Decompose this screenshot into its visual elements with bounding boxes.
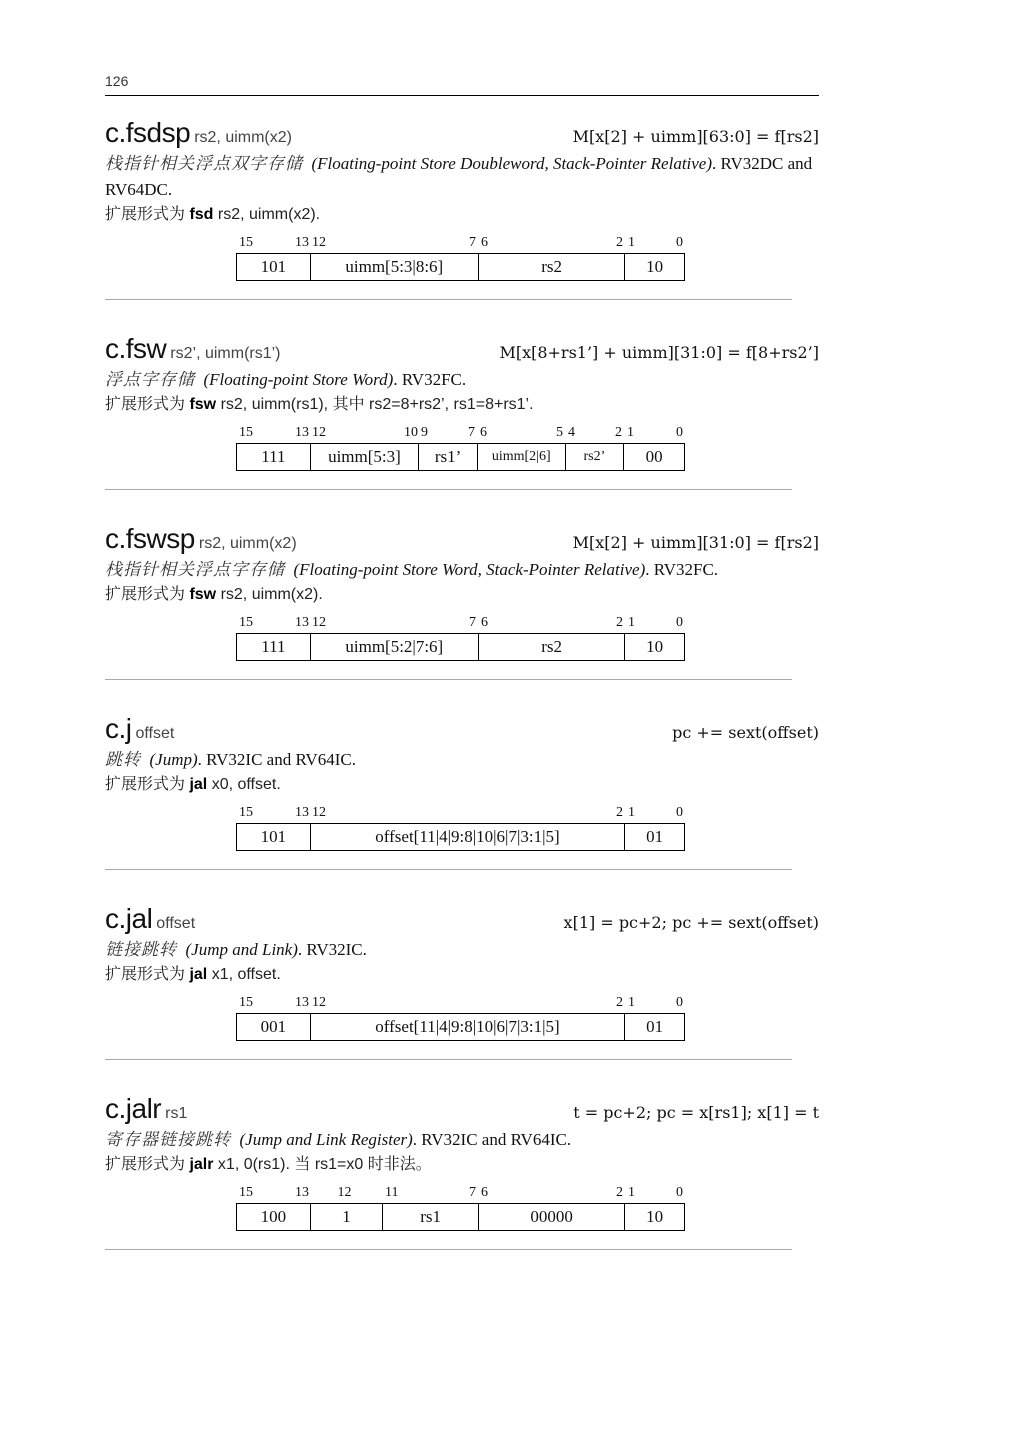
instruction-operands: rs2, uimm(x2) xyxy=(198,535,297,552)
encoding-field: offset[11|4|9:8|10|6|7|3:1|5] xyxy=(310,824,625,850)
description-extensions: . RV32IC and RV64IC. xyxy=(197,750,356,769)
bit-index: 0 xyxy=(676,425,683,440)
expansion-line xyxy=(105,203,819,227)
bit-index: 0 xyxy=(676,995,683,1010)
bit-positions xyxy=(236,235,819,253)
instruction-description xyxy=(105,557,819,583)
expansion-prefix: 扩展形式为 xyxy=(105,776,190,793)
expansion-line xyxy=(105,1153,819,1177)
bit-index: 5 xyxy=(556,425,563,440)
instruction-semantics: pc += sext(offset) xyxy=(672,723,819,742)
bit-index: 15 xyxy=(239,805,253,820)
page-number: 126 xyxy=(105,73,129,89)
instruction-operands: offset xyxy=(156,915,196,932)
instruction-semantics: M[x[8+rs1’] + uimm][31:0] = f[8+rs2’] xyxy=(499,343,819,362)
expansion-line xyxy=(105,963,819,987)
bit-positions xyxy=(236,1185,819,1203)
instruction-semantics: t = pc+2; pc = x[rs1]; x[1] = t xyxy=(573,1103,819,1122)
instruction-mnemonic: c.fswsp xyxy=(105,523,195,554)
description-chinese: 链接跳转 xyxy=(105,940,177,959)
expansion-operands: x0, offset. xyxy=(207,776,281,793)
description-chinese: 栈指针相关浮点字存储 xyxy=(105,560,285,579)
bit-index: 2 xyxy=(616,805,623,820)
instruction-operands: offset xyxy=(135,725,175,742)
expansion-opcode: fsw xyxy=(189,396,217,413)
expansion-operands: rs2, uimm(rs1), 其中 rs2=8+rs2’, rs1=8+rs1’. xyxy=(216,396,534,413)
bit-index: 1 xyxy=(628,1185,635,1200)
encoding-field: uimm[5:3] xyxy=(310,444,419,470)
expansion-line xyxy=(105,393,819,417)
expansion-operands: x1, 0(rs1). 当 rs1=x0 时非法。 xyxy=(213,1156,432,1173)
bit-index: 15 xyxy=(239,1185,253,1200)
encoding-field: 10 xyxy=(624,1204,684,1230)
bit-index: 2 xyxy=(616,235,623,250)
instruction-entry xyxy=(105,903,819,1060)
instruction-mnemonic: c.fsdsp xyxy=(105,117,191,148)
encoding-fields xyxy=(236,1013,685,1041)
bit-index: 7 xyxy=(469,235,476,250)
description-english: (Jump and Link Register) xyxy=(239,1130,413,1149)
encoding-field: 01 xyxy=(624,824,684,850)
bit-index: 13 xyxy=(295,425,309,440)
expansion-operands: x1, offset. xyxy=(207,966,281,983)
bit-index: 0 xyxy=(676,805,683,820)
instruction-header xyxy=(105,333,819,367)
description-english: (Jump and Link) xyxy=(185,940,298,959)
bit-index: 13 xyxy=(295,615,309,630)
bit-index: 4 xyxy=(568,425,575,440)
encoding-field: rs2 xyxy=(478,634,624,660)
instruction-list xyxy=(105,117,819,1283)
description-english: (Floating-point Store Doubleword, Stack-Pointer Relative) xyxy=(311,154,713,173)
section-divider xyxy=(105,489,792,490)
instruction-description xyxy=(105,151,819,203)
instruction-entry xyxy=(105,117,819,300)
bit-index: 2 xyxy=(615,425,622,440)
instruction-header xyxy=(105,523,819,557)
encoding-field: 100 xyxy=(260,1207,287,1226)
bit-index: 13 xyxy=(295,1185,309,1200)
instruction-entry xyxy=(105,523,819,680)
instruction-description xyxy=(105,937,819,963)
bit-index: 12 xyxy=(312,805,326,820)
instruction-description xyxy=(105,367,819,393)
bit-index: 1 xyxy=(627,425,634,440)
instruction-semantics: x[1] = pc+2; pc += sext(offset) xyxy=(563,913,819,932)
bit-index: 13 xyxy=(295,805,309,820)
bit-index: 6 xyxy=(481,1185,488,1200)
bit-index: 15 xyxy=(239,425,253,440)
bit-index: 15 xyxy=(239,235,253,250)
bit-index: 7 xyxy=(469,1185,476,1200)
encoding-fields xyxy=(236,253,685,281)
encoding-diagram xyxy=(236,1185,819,1231)
instruction-description xyxy=(105,747,819,773)
encoding-diagram xyxy=(236,235,819,281)
bit-index: 2 xyxy=(616,1185,623,1200)
bit-index: 1 xyxy=(628,235,635,250)
bit-index: 1 xyxy=(628,805,635,820)
bit-index: 7 xyxy=(469,615,476,630)
bit-index: 12 xyxy=(312,425,326,440)
instruction-mnemonic: c.jalr xyxy=(105,1093,162,1124)
bit-positions xyxy=(236,805,819,823)
expansion-line xyxy=(105,583,819,607)
encoding-field: 111 xyxy=(261,637,286,656)
section-divider xyxy=(105,1249,792,1250)
bit-index: 6 xyxy=(481,235,488,250)
expansion-prefix: 扩展形式为 xyxy=(105,396,190,413)
encoding-diagram xyxy=(236,425,819,471)
description-chinese: 寄存器链接跳转 xyxy=(105,1130,231,1149)
section-divider xyxy=(105,679,792,680)
bit-index: 13 xyxy=(295,995,309,1010)
expansion-opcode: fsd xyxy=(189,206,214,223)
bit-positions xyxy=(236,425,819,443)
instruction-entry xyxy=(105,713,819,870)
encoding-field: 10 xyxy=(624,634,684,660)
expansion-line xyxy=(105,773,819,797)
encoding-field: rs2 xyxy=(478,254,624,280)
instruction-header xyxy=(105,713,819,747)
description-extensions: . RV32FC. xyxy=(393,370,467,389)
bit-positions xyxy=(236,615,819,633)
instruction-mnemonic: c.fsw xyxy=(105,333,167,364)
description-english: (Floating-point Store Word, Stack-Pointer Relative) xyxy=(293,560,646,579)
bit-index: 12 xyxy=(312,235,326,250)
encoding-field: offset[11|4|9:8|10|6|7|3:1|5] xyxy=(310,1014,625,1040)
expansion-prefix: 扩展形式为 xyxy=(105,586,190,603)
expansion-opcode: fsw xyxy=(189,586,217,603)
encoding-fields xyxy=(236,1203,685,1231)
expansion-opcode: jal xyxy=(189,776,208,793)
expansion-opcode: jalr xyxy=(189,1156,214,1173)
description-english: (Floating-point Store Word) xyxy=(203,370,394,389)
instruction-operands: rs2’, uimm(rs1’) xyxy=(170,345,281,362)
instruction-semantics: M[x[2] + uimm][63:0] = f[rs2] xyxy=(572,127,819,146)
instruction-semantics: M[x[2] + uimm][31:0] = f[rs2] xyxy=(572,533,819,552)
header-rule xyxy=(105,95,819,96)
description-english: (Jump) xyxy=(149,750,198,769)
encoding-field: uimm[5:3|8:6] xyxy=(310,254,478,280)
encoding-diagram xyxy=(236,995,819,1041)
description-extensions: . RV32DC and RV64DC. xyxy=(105,154,813,199)
encoding-field: uimm[5:2|7:6] xyxy=(310,634,478,660)
description-extensions: . RV32IC and RV64IC. xyxy=(412,1130,572,1149)
description-chinese: 跳转 xyxy=(105,750,141,769)
encoding-diagram xyxy=(236,805,819,851)
bit-index: 1 xyxy=(628,615,635,630)
encoding-field: rs1’ xyxy=(418,444,477,470)
expansion-operands: rs2, uimm(x2). xyxy=(213,206,321,223)
bit-index: 12 xyxy=(312,995,326,1010)
instruction-mnemonic: c.jal xyxy=(105,903,153,934)
expansion-operands: rs2, uimm(x2). xyxy=(216,586,323,603)
bit-index: 13 xyxy=(295,235,309,250)
instruction-operands: rs2, uimm(x2) xyxy=(194,129,292,146)
encoding-fields xyxy=(236,633,685,661)
section-divider xyxy=(105,869,792,870)
bit-index: 6 xyxy=(481,615,488,630)
encoding-field: rs1 xyxy=(382,1204,478,1230)
instruction-entry xyxy=(105,1093,819,1250)
encoding-diagram xyxy=(236,615,819,661)
bit-index: 11 xyxy=(385,1185,399,1200)
expansion-opcode: jal xyxy=(189,966,208,983)
encoding-field: 10 xyxy=(624,254,684,280)
bit-index: 1 xyxy=(628,995,635,1010)
bit-index: 6 xyxy=(480,425,487,440)
encoding-field: 00 xyxy=(623,444,684,470)
encoding-field: 00000 xyxy=(478,1204,624,1230)
section-divider xyxy=(105,1059,792,1060)
encoding-field: 01 xyxy=(624,1014,684,1040)
encoding-field: uimm[2|6] xyxy=(477,444,565,470)
encoding-field: 111 xyxy=(261,447,286,466)
bit-index: 2 xyxy=(616,615,623,630)
bit-index: 7 xyxy=(468,425,475,440)
encoding-field: 1 xyxy=(310,1204,383,1230)
instruction-header xyxy=(105,1093,819,1127)
section-divider xyxy=(105,299,792,300)
bit-index: 0 xyxy=(676,1185,683,1200)
instruction-mnemonic: c.j xyxy=(105,713,132,744)
instruction-header xyxy=(105,903,819,937)
bit-index: 12 xyxy=(337,1185,352,1200)
expansion-prefix: 扩展形式为 xyxy=(105,1156,190,1173)
expansion-prefix: 扩展形式为 xyxy=(105,206,190,223)
instruction-operands: rs1 xyxy=(165,1105,188,1122)
encoding-field: 101 xyxy=(260,257,287,276)
description-chinese: 浮点字存储 xyxy=(105,370,195,389)
encoding-field: rs2’ xyxy=(565,444,624,470)
instruction-entry xyxy=(105,333,819,490)
encoding-fields xyxy=(236,823,685,851)
bit-index: 10 xyxy=(404,425,418,440)
encoding-field: 101 xyxy=(260,827,287,846)
bit-positions xyxy=(236,995,819,1013)
expansion-prefix: 扩展形式为 xyxy=(105,966,190,983)
bit-index: 0 xyxy=(676,235,683,250)
description-chinese: 栈指针相关浮点双字存储 xyxy=(105,154,303,173)
encoding-field: 001 xyxy=(260,1017,287,1036)
bit-index: 2 xyxy=(616,995,623,1010)
bit-index: 0 xyxy=(676,615,683,630)
instruction-header xyxy=(105,117,819,151)
encoding-fields xyxy=(236,443,685,471)
description-extensions: . RV32FC. xyxy=(645,560,719,579)
bit-index: 15 xyxy=(239,615,253,630)
instruction-description xyxy=(105,1127,819,1153)
bit-index: 15 xyxy=(239,995,253,1010)
description-extensions: . RV32IC. xyxy=(297,940,367,959)
bit-index: 12 xyxy=(312,615,326,630)
bit-index: 9 xyxy=(421,425,428,440)
